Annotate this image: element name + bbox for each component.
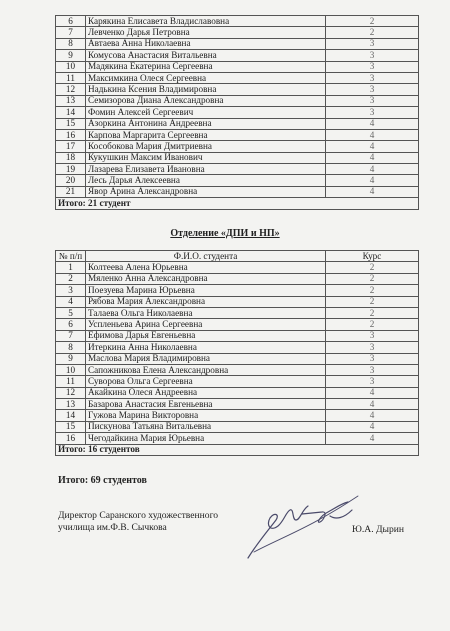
header-number: № п/п: [56, 251, 86, 262]
table-row: [56, 38, 419, 49]
row-number: 9: [56, 50, 86, 61]
table-row: [56, 84, 419, 95]
student-table-dpi: [55, 250, 419, 456]
row-number: 21: [56, 186, 86, 197]
course-number: 3: [326, 84, 419, 95]
row-number: 5: [56, 307, 86, 318]
table-row: [56, 72, 419, 83]
table-row: [56, 296, 419, 307]
student-name: Ефимова Дарья Евгеньевна: [86, 330, 326, 341]
row-number: 18: [56, 152, 86, 163]
table-total-label: Итого: 21 студент: [56, 198, 419, 209]
student-name: Комусова Анастасия Витальевна: [86, 50, 326, 61]
table-row: [56, 307, 419, 318]
grand-total: Итого: 69 студентов: [58, 475, 147, 486]
course-number: 4: [326, 410, 419, 421]
row-number: 19: [56, 164, 86, 175]
course-number: 3: [326, 342, 419, 353]
course-number: 4: [326, 421, 419, 432]
table-row: [56, 399, 419, 410]
row-number: 8: [56, 38, 86, 49]
row-number: 15: [56, 421, 86, 432]
row-number: 14: [56, 410, 86, 421]
row-number: 7: [56, 27, 86, 38]
row-number: 4: [56, 296, 86, 307]
table-row: [56, 353, 419, 364]
student-name: Успленьева Арина Сергеевна: [86, 319, 326, 330]
table-row: [56, 319, 419, 330]
table-row: [56, 433, 419, 444]
table-row: [56, 387, 419, 398]
row-number: 13: [56, 399, 86, 410]
row-number: 12: [56, 84, 86, 95]
student-name: Поезуева Марина Юрьевна: [86, 285, 326, 296]
student-name: Чегодайкина Мария Юрьевна: [86, 433, 326, 444]
course-number: 3: [326, 364, 419, 375]
table-row: [56, 186, 419, 197]
row-number: 11: [56, 376, 86, 387]
row-number: 3: [56, 285, 86, 296]
table-row: [56, 285, 419, 296]
student-name: Азоркина Антонина Андреевна: [86, 118, 326, 129]
row-number: 7: [56, 330, 86, 341]
table-row: [56, 342, 419, 353]
student-name: Суворова Ольга Сергеевна: [86, 376, 326, 387]
row-number: 2: [56, 273, 86, 284]
signature-title-line1: Директор Саранского художественного: [58, 510, 219, 521]
table-total-label: Итого: 16 студентов: [56, 444, 419, 455]
row-number: 10: [56, 61, 86, 72]
row-number: 20: [56, 175, 86, 186]
row-number: 16: [56, 129, 86, 140]
student-name: Колтеева Алена Юрьевна: [86, 262, 326, 273]
row-number: 12: [56, 387, 86, 398]
student-name: Сапожникова Елена Александровна: [86, 364, 326, 375]
table-row: [56, 50, 419, 61]
student-name: Надькина Ксения Владимировна: [86, 84, 326, 95]
student-name: Карякина Елисавета Владиславовна: [86, 16, 326, 27]
table-row: [56, 61, 419, 72]
row-number: 1: [56, 262, 86, 273]
course-number: 4: [326, 399, 419, 410]
table-row: [56, 273, 419, 284]
row-number: 13: [56, 95, 86, 106]
table-header-row: [56, 251, 419, 262]
table-row: [56, 118, 419, 129]
student-name: Мадякина Екатерина Сергеевна: [86, 61, 326, 72]
course-number: 4: [326, 164, 419, 175]
student-name: Гужова Марина Викторовна: [86, 410, 326, 421]
row-number: 17: [56, 141, 86, 152]
student-name: Кукушкин Максим Иванович: [86, 152, 326, 163]
table-row: [56, 16, 419, 27]
table-row: [56, 164, 419, 175]
section-title: Отделение «ДПИ и НП»: [170, 228, 280, 239]
course-number: 2: [326, 27, 419, 38]
student-name: Рябова Мария Александровна: [86, 296, 326, 307]
course-number: 4: [326, 387, 419, 398]
table-row: [56, 376, 419, 387]
course-number: 2: [326, 319, 419, 330]
row-number: 15: [56, 118, 86, 129]
row-number: 6: [56, 16, 86, 27]
course-number: 2: [326, 285, 419, 296]
table-row: [56, 330, 419, 341]
student-table-continued: [55, 15, 419, 210]
student-name: Пискунова Татьяна Витальевна: [86, 421, 326, 432]
table-row: [56, 129, 419, 140]
signature-title: [58, 510, 218, 535]
course-number: 2: [326, 262, 419, 273]
course-number: 4: [326, 175, 419, 186]
course-number: 4: [326, 186, 419, 197]
signer-name: Ю.А. Дырин: [352, 524, 405, 535]
student-name: Карпова Маргарита Сергеевна: [86, 129, 326, 140]
course-number: 2: [326, 307, 419, 318]
table-total-row: [56, 198, 419, 209]
course-number: 4: [326, 152, 419, 163]
course-number: 3: [326, 353, 419, 364]
course-number: 3: [326, 50, 419, 61]
course-number: 2: [326, 296, 419, 307]
student-table-continued-body: [56, 16, 419, 198]
course-number: 3: [326, 38, 419, 49]
signature-title-line2: училища им.Ф.В. Сычкова: [58, 522, 167, 534]
row-number: 11: [56, 72, 86, 83]
student-name: Лазарева Елизавета Ивановна: [86, 164, 326, 175]
row-number: 16: [56, 433, 86, 444]
handwritten-signature: [240, 490, 365, 565]
student-name: Максимкина Олеся Сергеевна: [86, 72, 326, 83]
student-name: Семизорова Диана Александровна: [86, 95, 326, 106]
student-name: Лесь Дарья Алексеевна: [86, 175, 326, 186]
student-name: Акайкина Олеся Андреевна: [86, 387, 326, 398]
course-number: 3: [326, 95, 419, 106]
table-row: [56, 107, 419, 118]
student-name: Фомин Алексей Сергеевич: [86, 107, 326, 118]
course-number: 3: [326, 330, 419, 341]
course-number: 2: [326, 273, 419, 284]
student-name: Базарова Анастасия Евгеньевна: [86, 399, 326, 410]
row-number: 10: [56, 364, 86, 375]
course-number: 4: [326, 141, 419, 152]
course-number: 4: [326, 118, 419, 129]
row-number: 9: [56, 353, 86, 364]
student-name: Явор Арина Александровна: [86, 186, 326, 197]
table-total-row: [56, 444, 419, 455]
student-name: Итеркина Анна Николаевна: [86, 342, 326, 353]
course-number: 4: [326, 129, 419, 140]
row-number: 14: [56, 107, 86, 118]
course-number: 4: [326, 433, 419, 444]
header-course: Курс: [326, 251, 419, 262]
student-name: Талаева Ольга Николаевна: [86, 307, 326, 318]
table-row: [56, 364, 419, 375]
table-row: [56, 95, 419, 106]
student-name: Мяленко Анна Александровна: [86, 273, 326, 284]
student-name: Маслова Мария Владимировна: [86, 353, 326, 364]
student-name: Левченко Дарья Петровна: [86, 27, 326, 38]
table-row: [56, 175, 419, 186]
student-name: Автаева Анна Николаевна: [86, 38, 326, 49]
course-number: 3: [326, 107, 419, 118]
course-number: 3: [326, 72, 419, 83]
table-row: [56, 410, 419, 421]
row-number: 8: [56, 342, 86, 353]
table-row: [56, 262, 419, 273]
header-name: Ф.И.О. студента: [86, 251, 326, 262]
row-number: 6: [56, 319, 86, 330]
table-row: [56, 141, 419, 152]
student-name: Кособокова Мария Дмитриевна: [86, 141, 326, 152]
table-row: [56, 152, 419, 163]
table-row: [56, 421, 419, 432]
course-number: 2: [326, 16, 419, 27]
student-table-dpi-body: [56, 262, 419, 444]
course-number: 3: [326, 376, 419, 387]
course-number: 3: [326, 61, 419, 72]
table-row: [56, 27, 419, 38]
